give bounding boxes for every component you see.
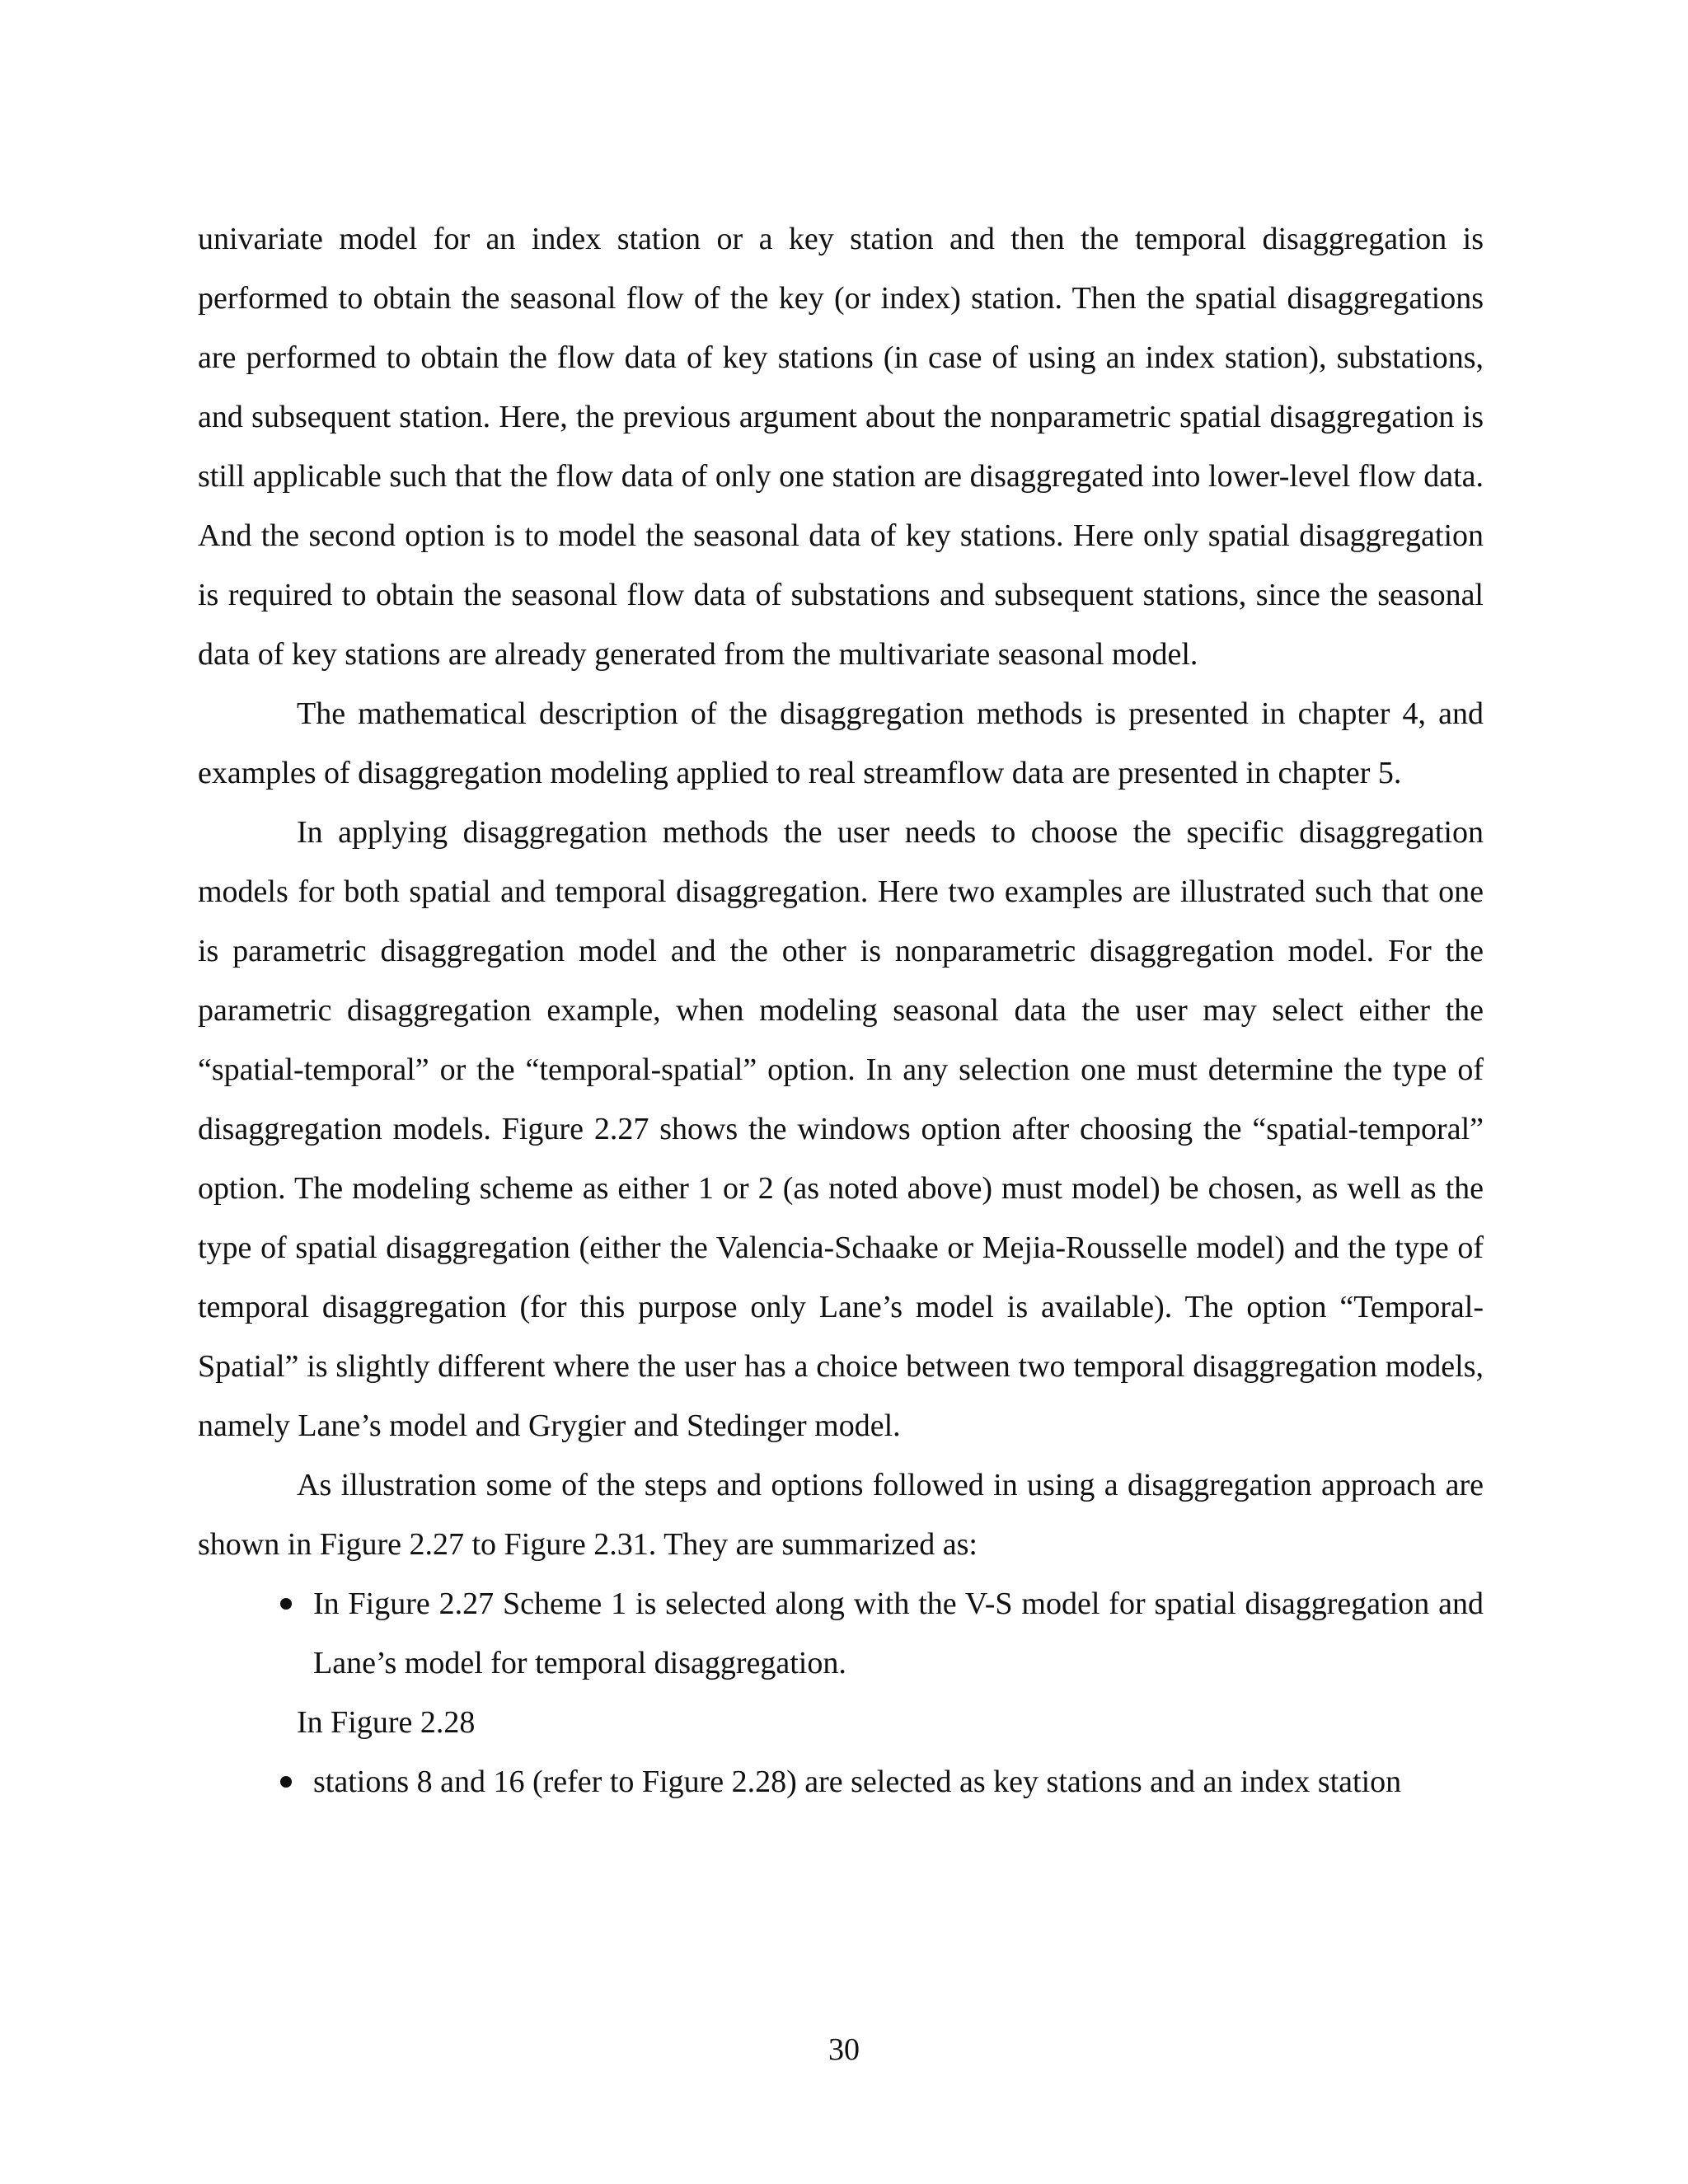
list-item — [198, 1574, 1484, 1693]
page-number: 30 — [828, 2032, 860, 2067]
list-item-text: In Figure 2.27 Scheme 1 is selected along with the V-S model for spatial disaggregation and Lane’s model for temporal disaggregation. — [313, 1586, 1484, 1680]
steps-list-continued — [198, 1752, 1484, 1811]
figure-sub-label: In Figure 2.28 — [297, 1705, 476, 1740]
bullet-icon — [280, 1598, 292, 1610]
paragraph-continuation: univariate model for an index station or a key station and then the temporal disaggregation is performed to obtain the seasonal flow of the key (or index) station. Then the spatial disaggregations are performed to obtain the flow data of key stations (in case of using an index station), substations, and subsequent station. Here, the previous argument about the nonparametric spatial disaggregation is still applicable such that the flow data of only one station are disaggregated into lower-level flow data. And the second option is to model the seasonal data of key stations. Here only spatial disaggregation is required to obtain the seasonal flow data of substations and subsequent stations, since the seasonal data of key stations are already generated from the multivariate seasonal model. — [198, 222, 1484, 672]
list-item — [198, 1752, 1484, 1811]
paragraph-model-selection: In applying disaggregation methods the user needs to choose the specific disaggregation models for both spatial and temporal disaggregation. Here two examples are illustrated such that one is parametric disaggregation model and the other is nonparametric disaggregation model. For the parametric disaggregation example, when modeling seasonal data the user may select either the “spatial-temporal” or the “temporal-spatial” option. In any selection one must determine the type of disaggregation models. Figure 2.27 shows the windows option after choosing the “spatial-temporal” option. The modeling scheme as either 1 or 2 (as noted above) must model) be chosen, as well as the type of spatial disaggregation (either the Valencia-Schaake or Mejia-Rousselle model) and the type of temporal disaggregation (for this purpose only Lane’s model is available). The option “Temporal-Spatial” is slightly different where the user has a choice between two temporal disaggregation models, namely Lane’s model and Grygier and Stedinger model. — [198, 815, 1484, 1443]
steps-list — [198, 1574, 1484, 1693]
list-item-text: stations 8 and 16 (refer to Figure 2.28) are selected as key stations and an index station — [313, 1765, 1402, 1799]
bullet-icon — [280, 1776, 292, 1788]
paragraph-illustration-intro: As illustration some of the steps and options followed in using a disaggregation approach are shown in Figure 2.27 to Figure 2.31. They are summarized as: — [198, 1468, 1484, 1562]
body-text — [198, 209, 1484, 1811]
paragraph-methods-description: The mathematical description of the disaggregation methods is presented in chapter 4, and examples of disaggregation modeling applied to real streamflow data are presented in chapter 5. — [198, 696, 1484, 790]
